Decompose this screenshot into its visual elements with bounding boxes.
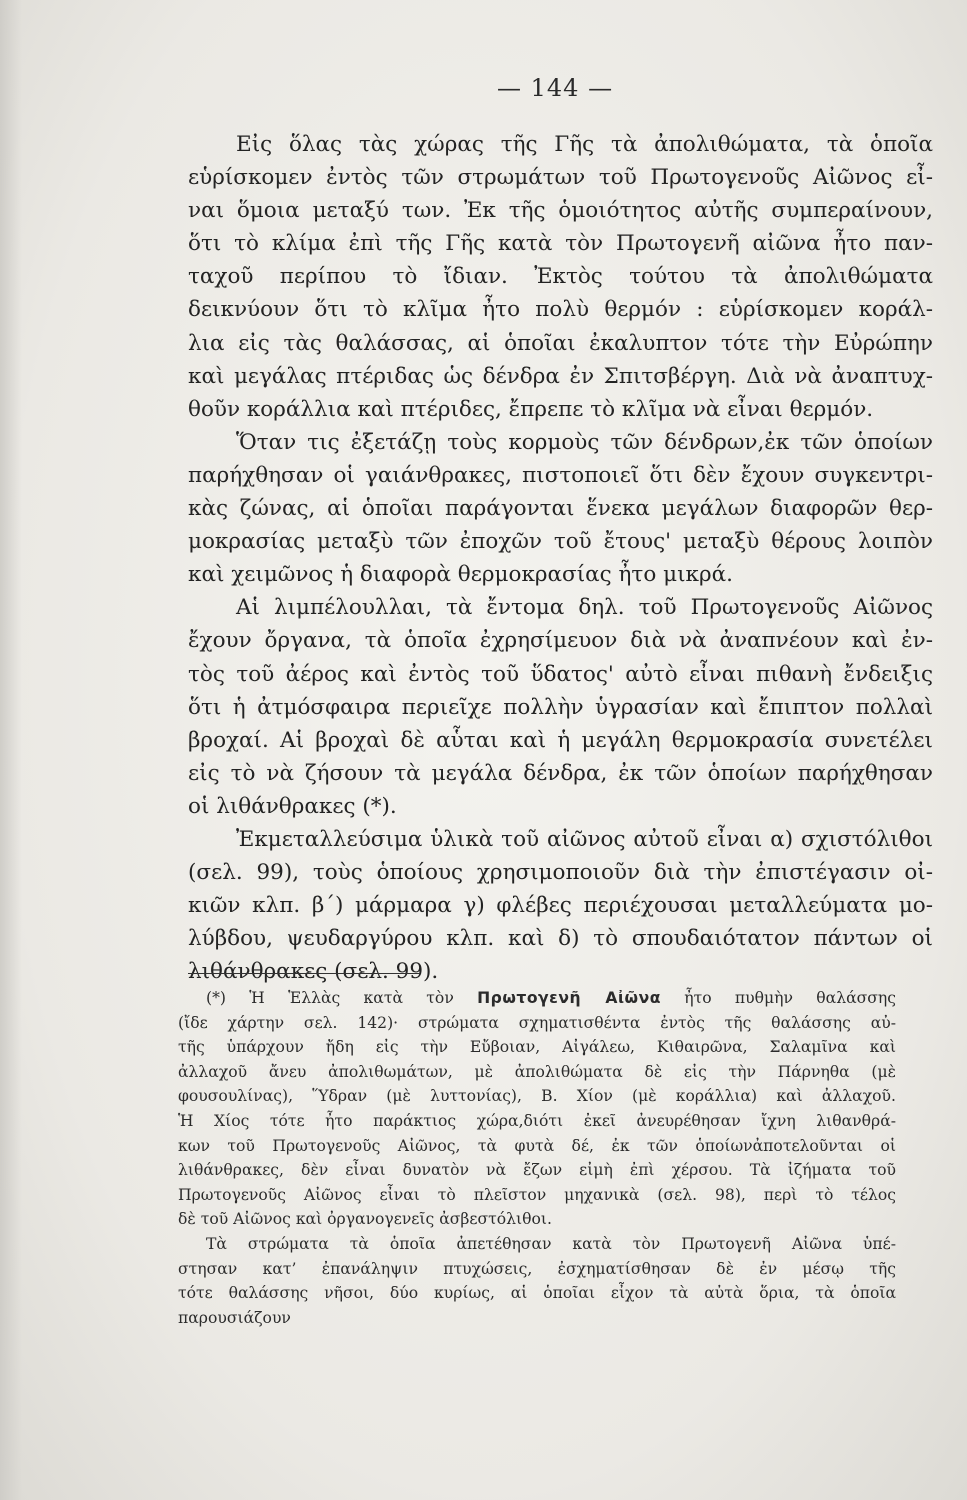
body-line: θοῦν κοράλλια καὶ πτέριδες, ἔπρεπε τὸ κλῖμα νὰ εἶναι θερμόν. xyxy=(188,396,874,422)
footnote-line: στησαν κατ’ ἐπανάληψιν πτυχώσεις, ἐσχηματίσθησαν δὲ ἐν μέσῳ τῆς xyxy=(178,1259,896,1278)
footnote-line: τῆς ὑπάρχουν ἤδη εἰς τὴν Εὔβοιαν, Αἰγάλεω, Κιθαιρῶνα, Σαλαμῖνα καὶ xyxy=(178,1038,896,1057)
body-line: ὅτι τὸ κλίμα ἐπὶ τῆς Γῆς κατὰ τὸν Πρωτογενῆ αἰῶνα ἦτο παν- xyxy=(188,231,933,257)
footnote-lead-line xyxy=(178,986,896,1011)
body-line: κὰς ζώνας, αἱ ὁποῖαι παράγονται ἕνεκα μεγάλων διαφορῶν θερ- xyxy=(188,496,933,522)
binding-shadow xyxy=(0,0,22,1500)
body-line: κιῶν κλπ. β΄) μάρμαρα γ) φλέβες περιέχουσαι μεταλλεύματα μο- xyxy=(188,893,933,919)
body-line: βροχαί. Αἱ βροχαὶ δὲ αὗται καὶ ἡ μεγάλη θερμοκρασία συνετέλει xyxy=(188,727,933,753)
body-line: Εἰς ὅλας τὰς χώρας τῆς Γῆς τὰ ἀπολιθώματα, τὰ ὁποῖα xyxy=(236,132,933,157)
footnote-line: τότε θαλάσσης νῆσοι, δύο κυρίως, αἱ ὁποῖαι εἶχον τὰ αὐτὰ ὅρια, τὰ ὁποῖα xyxy=(178,1284,896,1303)
body-line: Ἐκμεταλλεύσιμα ὑλικὰ τοῦ αἰῶνος αὐτοῦ εἶναι α) σχιστόλιθοι xyxy=(236,826,933,852)
footnote-divider xyxy=(188,973,420,974)
body-line: Αἱ λιμπέλουλλαι, τὰ ἔντομα δηλ. τοῦ Πρωτογενοῦς Αἰῶνος xyxy=(236,595,933,621)
body-line: (σελ. 99), τοὺς ὁποίους χρησιμοποιοῦν διὰ τὴν ἐπιστέγασιν οἰ- xyxy=(188,860,933,886)
body-line: ὅτι ἡ ἀτμόσφαιρα περιεῖχε πολλὴν ὑγρασίαν καὶ ἔπιπτον πολλαὶ xyxy=(188,694,933,720)
body-line: ταχοῦ περίπου τὸ ἴδιαν. Ἐκτὸς τούτου τὰ ἀπολιθώματα xyxy=(188,264,933,290)
body-line: εἰς τὸ νὰ ζήσουν τὰ μεγάλα δένδρα, ἐκ τῶν ὁποίων παρήχθησαν xyxy=(188,760,933,786)
footnote-line: ἀλλαχοῦ ἄνευ ἀπολιθωμάτων, μὲ ἀπολιθώματα δὲ εἰς τὴν Πάρνηθα (μὲ xyxy=(178,1062,896,1081)
body-line: καὶ χειμῶνος ἡ διαφορὰ θερμοκρασίας ἦτο μικρά. xyxy=(188,562,733,588)
footnote-line: (ἴδε χάρτην σελ. 142)· στρώματα σχηματισθέντα ἐντὸς τῆς θαλάσσης αὐ- xyxy=(178,1013,896,1032)
body-line: ναι ὅμοια μεταξύ των. Ἐκ τῆς ὁμοιότητος αὐτῆς συμπεραίνουν, xyxy=(188,198,933,224)
footnote-line: Ἡ Χίος τότε ἦτο παράκτιος χώρα,διότι ἐκεῖ ἀνευρέθησαν ἴχνη λιθανθρά- xyxy=(178,1111,896,1130)
footnote-line: λιθάνθρακες, δὲν εἶναι δυνατὸν νὰ ἔζων εἰμὴ ἐπὶ χέρσου. Τὰ ἰζήματα τοῦ xyxy=(178,1161,896,1180)
footnote-line: Τὰ στρώματα τὰ ὁποῖα ἀπετέθησαν κατὰ τὸν Πρωτογενῆ Αἰῶνα ὑπέ- xyxy=(206,1234,896,1253)
footnote-block xyxy=(178,986,896,1330)
body-text xyxy=(188,128,933,988)
body-line: καὶ μεγάλας πτέριδας ὡς δένδρα ἐν Σπιτσβέργη. Διὰ νὰ ἀναπτυχ- xyxy=(188,363,933,389)
body-line: ἔχουν ὄργανα, τὰ ὁποῖα ἐχρησίμευον διὰ νὰ ἀναπνέουν καὶ ἐν- xyxy=(188,628,933,654)
footnote-bold-term: Πρωτογενῆ Αἰῶνα xyxy=(477,989,661,1007)
body-line: μοκρασίας μεταξὺ τῶν ἐποχῶν τοῦ ἔτους' μεταξὺ θέρους λοιπὸν xyxy=(188,529,933,555)
footnote-line: παρουσιάζουν xyxy=(178,1308,291,1327)
body-line: λύβδου, ψευδαργύρου κλπ. καὶ δ) τὸ σπουδαιότατον πάντων οἱ xyxy=(188,926,933,952)
page-number: — 144 — xyxy=(497,74,614,102)
footnote-lead-text: (*) Ἡ Ἑλλὰς κατὰ τὸν xyxy=(206,989,478,1007)
footnote-line: Πρωτογενοῦς Αἰῶνος εἶναι τὸ πλεῖστον μηχανικὰ (σελ. 98), περὶ τὸ τέλος xyxy=(178,1185,896,1204)
footnote-line: φουσουλίνας), Ὕδραν (μὲ λυττονίας), Β. Χίον (μὲ κοράλλια) καὶ ἀλλαχοῦ. xyxy=(178,1087,896,1106)
body-line: οἱ λιθάνθρακες (*). xyxy=(188,793,397,819)
body-line: τὸς τοῦ ἀέρος καὶ ἐντὸς τοῦ ὕδατος' αὐτὸ εἶναι πιθανὴ ἔνδειξις xyxy=(188,661,933,687)
body-line: λια εἰς τὰς θαλάσσας, αἱ ὁποῖαι ἐκαλυπτον τότε τὴν Εὐρώπην xyxy=(188,330,933,356)
body-line: δεικνύουν ὅτι τὸ κλῖμα ἦτο πολὺ θερμόν : εὑρίσκομεν κοράλ- xyxy=(188,297,933,323)
footnote-line: δὲ τοῦ Αἰῶνος καὶ ὀργανογενεῖς ἀσβεστόλιθοι. xyxy=(178,1210,552,1229)
footnote-line: κων τοῦ Πρωτογενοῦς Αἰῶνος, τὰ φυτὰ δέ, ἐκ τῶν ὁποίωνἀποτελοῦνται οἱ xyxy=(178,1136,896,1155)
body-line: Ὅταν τις ἐξετάζῃ τοὺς κορμοὺς τῶν δένδρων,ἐκ τῶν ὁποίων xyxy=(236,429,933,455)
footnote-lead-tail: ἦτο πυθμὴν θαλάσσης xyxy=(660,989,896,1007)
body-line: λιθάνθρακες (σελ. 99). xyxy=(188,959,439,985)
body-line: εὑρίσκομεν ἐντὸς τῶν στρωμάτων τοῦ Πρωτογενοῦς Αἰῶνος εἶ- xyxy=(188,165,933,191)
body-line: παρήχθησαν οἱ γαιάνθρακες, πιστοποιεῖ ὅτι δὲν ἔχουν συγκεντρι- xyxy=(188,462,933,488)
